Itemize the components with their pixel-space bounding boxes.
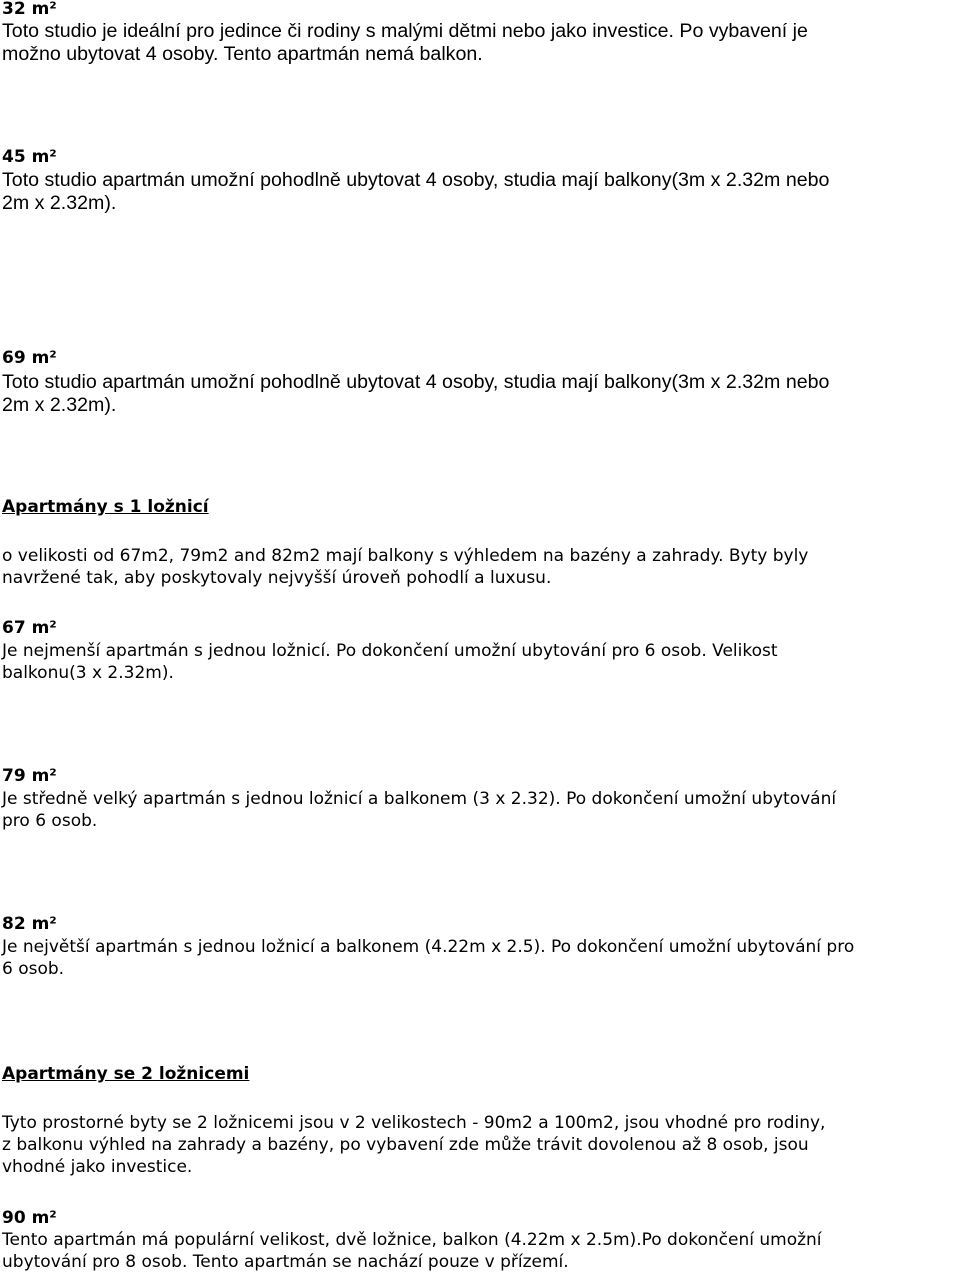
text-line: Je nejmenší apartmán s jednou ložnicí. Po dokončení umožní ubytování pro 6 osob. Velikost — [2, 641, 778, 661]
text-line: Toto studio je ideální pro jedince či rodiny s malými dětmi nebo jako investice. Po vybavení je — [2, 20, 808, 42]
text-line: Toto studio apartmán umožní pohodlně ubytovat 4 osoby, studia mají balkony(3m x 2.32m nebo — [2, 371, 830, 393]
text-line: 2m x 2.32m). — [2, 192, 117, 214]
unit-description-79 — [2, 788, 836, 832]
unit-description-69 — [2, 371, 829, 417]
text-line: Toto studio apartmán umožní pohodlně ubytovat 4 osoby, studia mají balkony(3m x 2.32m nebo — [2, 169, 830, 191]
unit-heading-69: 69 m² — [2, 348, 57, 368]
text-line: Tyto prostorné byty se 2 ložnicemi jsou v 2 velikostech - 90m2 a 100m2, jsou vhodné pro rodiny, — [2, 1113, 826, 1133]
text-line: Je středně velký apartmán s jednou ložnicí a balkonem (3 x 2.32). Po dokončení umožní ubytování — [2, 789, 837, 809]
text-line: 6 osob. — [2, 959, 65, 979]
text-line: navržené tak, aby poskytovaly nejvyšší úroveň pohodlí a luxusu. — [2, 568, 552, 588]
unit-description-82 — [2, 936, 854, 980]
unit-heading-45: 45 m² — [2, 147, 57, 167]
text-line: pro 6 osob. — [2, 811, 98, 831]
text-line: z balkonu výhled na zahrady a bazény, po vybavení zde může trávit dovolenou až 8 osob, jsou — [2, 1135, 809, 1155]
unit-heading-79: 79 m² — [2, 766, 57, 786]
unit-heading-90: 90 m² — [2, 1208, 57, 1228]
text-line: možno ubytovat 4 osoby. Tento apartmán nemá balkon. — [2, 43, 483, 65]
unit-description-67 — [2, 640, 778, 684]
text-line: Je největší apartmán s jednou ložnicí a balkonem (4.22m x 2.5). Po dokončení umožní ubytování pro — [2, 937, 855, 957]
text-line: Tento apartmán má populární velikost, dvě ložnice, balkon (4.22m x 2.5m).Po dokončení umožní — [2, 1230, 822, 1250]
text-line: ubytování pro 8 osob. Tento apartmán se nachází pouze v přízemí. — [2, 1252, 569, 1272]
section-title-one-bedroom: Apartmány s 1 ložnicí — [2, 497, 209, 517]
text-line: o velikosti od 67m2, 79m2 and 82m2 mají balkony s výhledem na bazény a zahrady. Byty byly — [2, 546, 809, 566]
section-intro-two-bedroom — [2, 1112, 825, 1178]
unit-description-32 — [2, 20, 808, 66]
unit-heading-82: 82 m² — [2, 914, 57, 934]
unit-heading-67: 67 m² — [2, 618, 57, 638]
section-title-two-bedroom: Apartmány se 2 ložnicemi — [2, 1064, 250, 1084]
text-line: balkonu(3 x 2.32m). — [2, 663, 174, 683]
unit-heading-32: 32 m² — [2, 0, 57, 19]
text-line: vhodné jako investice. — [2, 1157, 193, 1177]
unit-description-90 — [2, 1229, 822, 1273]
unit-description-45 — [2, 169, 829, 215]
section-intro-one-bedroom — [2, 545, 808, 589]
text-line: 2m x 2.32m). — [2, 394, 117, 416]
